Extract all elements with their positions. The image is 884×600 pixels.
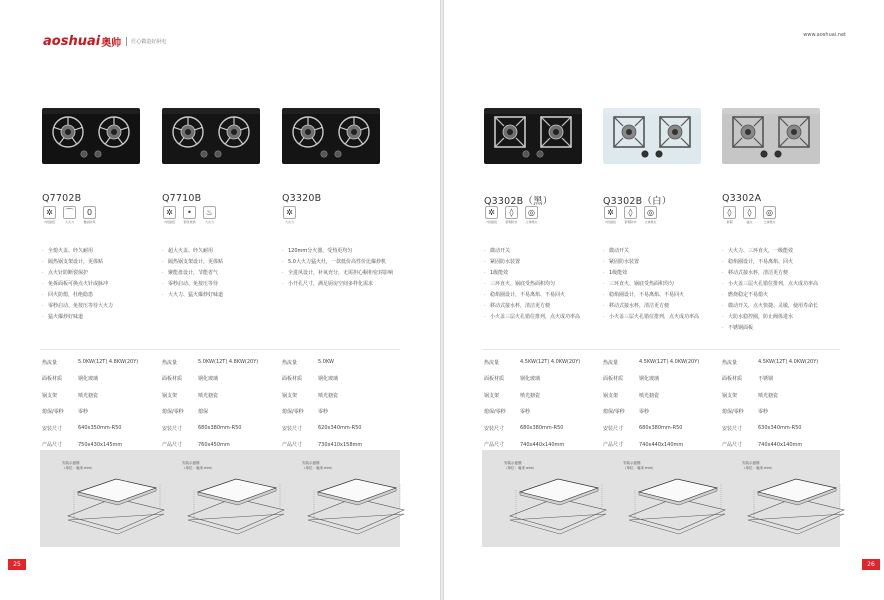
spec-value: 740x440x140mm: [758, 441, 803, 448]
spec-value: 零秒: [78, 409, 89, 416]
feature-list: [42, 246, 113, 323]
spec-label: 锅支架: [603, 392, 619, 399]
spec-row: [282, 404, 362, 421]
spec-label: 熄保/零秒: [722, 409, 744, 416]
feature-item: · 全进风设计，补氧充分，无需担心橱柜密封影响: [282, 268, 393, 279]
feature-icon: [524, 206, 539, 224]
spec-value: 680x380mm-R50: [520, 425, 564, 432]
feature-icon-glyph: ◊: [505, 206, 518, 219]
website-url: www.aoshuai.net: [803, 32, 846, 38]
spec-value: 喷光搪瓷: [318, 392, 339, 399]
spec-row: [282, 387, 362, 404]
feature-item: · 紧固防水装置: [603, 257, 699, 268]
feature-icon: [162, 206, 177, 224]
logo-separator: [126, 37, 127, 46]
feature-icon: [742, 206, 757, 224]
spec-value: 760x450mm: [198, 441, 230, 448]
feature-icon-glyph: ◊: [624, 206, 637, 219]
brand-slogan: 匠心做造好厨电: [131, 39, 167, 45]
feature-item: · 燃烧稳定不易熄火: [722, 290, 818, 301]
spec-label: 面板材质: [42, 376, 63, 383]
feature-icon-caption: 立体燃火: [763, 220, 776, 224]
product-model: Q3302A: [722, 193, 762, 204]
feature-icon-glyph: ✲: [485, 206, 498, 219]
spec-value: 钢化玻璃: [198, 376, 219, 383]
spec-label: 面板材质: [603, 376, 624, 383]
product-model: Q3302B（黑）: [484, 196, 553, 207]
feature-item: · 不锈钢面板: [722, 323, 818, 334]
feature-icon-caption: 聚能防风: [83, 220, 96, 224]
feature-icon-caption: 紫铜: [726, 220, 733, 224]
spec-row: [722, 420, 818, 437]
spec-label: 安装尺寸: [282, 425, 303, 432]
spec-row: [42, 420, 138, 437]
feature-icon-caption: 立体燃火: [644, 220, 657, 224]
spec-value: 5.0KW(12T) 4.8KW(20Y): [198, 359, 259, 366]
feature-icon-caption: 7档旋钮: [605, 220, 616, 224]
spec-row: [282, 437, 362, 454]
feature-item: · 120mm分火器，受热更均匀: [282, 246, 393, 257]
feature-icon-row: [484, 206, 539, 224]
spec-label: 安装尺寸: [484, 425, 505, 432]
feature-icon: [623, 206, 638, 224]
spec-row: [484, 437, 580, 454]
spec-row: [162, 420, 258, 437]
feature-icon-glyph: ◊: [723, 206, 736, 219]
feature-item: · 聚能盘设计，节能省气: [162, 268, 223, 279]
spec-value: 620x340mm-R50: [318, 425, 362, 432]
spec-value: 750x430x145mm: [78, 441, 123, 448]
feature-item: · 零秒启动、免按压等待: [162, 279, 223, 290]
spec-label: 安装尺寸: [603, 425, 624, 432]
product-model: Q7702B: [42, 193, 82, 204]
feature-item: · 三环直火、锅底受热面积均匀: [484, 279, 580, 290]
feature-icon-caption: 7档旋钮: [164, 220, 175, 224]
spec-label: 锅支架: [162, 392, 178, 399]
feature-item: · 超大火盖、经久耐用: [162, 246, 223, 257]
cooktop-photo: [722, 108, 820, 164]
spec-label: 安装尺寸: [162, 425, 183, 432]
feature-icon-row: [162, 206, 217, 224]
feature-item: · 猛火爆炒好味道: [42, 312, 113, 323]
feature-item: · 点火针防断裂保护: [42, 268, 113, 279]
feature-item: · 微动开关: [603, 246, 699, 257]
feature-item: · 零秒启动、免按压等待大火力: [42, 301, 113, 312]
feature-item: · 小火盖三层火孔错位排列，点火成功率高: [484, 312, 580, 323]
spec-label: 面板材质: [162, 376, 183, 383]
feature-icon: [762, 206, 777, 224]
feature-icon-caption: 紫铜防水: [505, 220, 518, 224]
spec-row: [42, 404, 138, 421]
cooktop-illustration: [282, 108, 380, 164]
spec-label: 产品尺寸: [162, 442, 183, 449]
spec-row: [162, 371, 258, 388]
logo-chinese: 奥帅: [101, 38, 122, 49]
spec-label: 面板材质: [282, 376, 303, 383]
feature-item: · 移动式接水杯，清洁更方便: [484, 301, 580, 312]
feature-icon-row: [42, 206, 97, 224]
install-diagram-title: 安装示意图: [504, 461, 522, 465]
spec-row: [603, 437, 699, 454]
cooktop-photo: [484, 108, 582, 164]
spec-label: 热流量: [603, 359, 619, 366]
install-diagram-unit: （单位：毫米 mm）: [182, 466, 215, 470]
spec-value: 630x340mm-R50: [758, 425, 802, 432]
spec-value: 5.0KW(12T) 4.8KW(20Y): [78, 359, 139, 366]
spec-value: 熄保: [198, 409, 209, 416]
feature-item: · 稳焰圈设计，不易离焰、回火: [722, 257, 818, 268]
install-diagram: [740, 454, 850, 544]
feature-item: · 微动开关，点火快捷、灵敏，使用寿命长: [722, 301, 818, 312]
spec-label: 锅支架: [282, 392, 298, 399]
install-diagram: [300, 454, 410, 544]
spec-label: 面板材质: [722, 376, 743, 383]
spec-row: [722, 437, 818, 454]
feature-icon-glyph: ✲: [43, 206, 56, 219]
feature-item: · 大火力、三环直火，一级能效: [722, 246, 818, 257]
install-diagram: [60, 454, 170, 544]
feature-icon-glyph: ◎: [763, 206, 776, 219]
spec-label: 熄保/零秒: [603, 409, 625, 416]
install-diagram-unit: （单位：毫米 mm）: [742, 466, 775, 470]
spec-row: [603, 387, 699, 404]
spec-row: [722, 387, 818, 404]
spec-value: 钢化玻璃: [318, 376, 339, 383]
spec-label: 锅支架: [42, 392, 58, 399]
feature-icon-caption: 猛火: [746, 220, 753, 224]
feature-item: · 小开孔尺寸，满足厨房空间多样化需求: [282, 279, 393, 290]
spec-value: 零秒: [758, 409, 769, 416]
feature-list: [603, 246, 699, 323]
spec-value: 喷光搪瓷: [520, 392, 541, 399]
spec-value: 零秒: [520, 409, 531, 416]
spec-label: 热流量: [162, 359, 178, 366]
spec-value: 4.5KW(12T) 4.0KW(20Y): [520, 359, 581, 366]
spec-row: [282, 354, 362, 371]
spec-row: [282, 420, 362, 437]
spec-row: [603, 420, 699, 437]
feature-list: [722, 246, 818, 334]
spec-row: [162, 354, 258, 371]
feature-item: · 小火盖三层火孔错位排列，点火成功率高: [722, 279, 818, 290]
spec-label: 面板材质: [484, 376, 505, 383]
feature-icon-row: [603, 206, 658, 224]
spec-row: [722, 354, 818, 371]
cooktop-illustration: [162, 108, 260, 164]
feature-icon-row: [282, 206, 297, 224]
feature-item: · 1级能效: [603, 268, 699, 279]
feature-item: · 移动式接水杯，清洁更方便: [722, 268, 818, 279]
spec-value: 钢化玻璃: [639, 376, 660, 383]
feature-item: · 稳焰圈设计，不易离焰、不易回火: [603, 290, 699, 301]
cooktop-photo: [282, 108, 380, 164]
product-model: Q7710B: [162, 193, 202, 204]
spec-row: [42, 371, 138, 388]
feature-icon-glyph: ✲: [604, 206, 617, 219]
feature-item: · 紧固防水装置: [484, 257, 580, 268]
feature-icon-glyph: ◎: [644, 206, 657, 219]
spec-label: 熄保/零秒: [42, 409, 64, 416]
feature-item: · 回火防熄，杜绝隐患: [42, 290, 113, 301]
spec-label: 产品尺寸: [722, 442, 743, 449]
spec-value: 喷光搪瓷: [78, 392, 99, 399]
feature-item: · 微动开关: [484, 246, 580, 257]
spec-row: [722, 404, 818, 421]
spec-row: [484, 354, 580, 371]
feature-icon-row: [722, 206, 777, 224]
feature-icon-caption: 立体燃火: [525, 220, 538, 224]
feature-icon-glyph: ◊: [743, 206, 756, 219]
page-number-left: 25: [8, 559, 26, 570]
feature-item: · 移动式接水杯，清洁更方便: [603, 301, 699, 312]
spec-table: [603, 354, 699, 453]
feature-icon: [82, 206, 97, 224]
spec-value: 喷光搪瓷: [639, 392, 660, 399]
brand-logo: [43, 34, 166, 49]
spec-label: 热流量: [484, 359, 500, 366]
spec-value: 喷光搪瓷: [758, 392, 779, 399]
feature-icon: [202, 206, 217, 224]
install-diagram: [180, 454, 290, 544]
product-model: Q3302B（白）: [603, 196, 672, 207]
spec-row: [603, 404, 699, 421]
feature-icon: [504, 206, 519, 224]
spec-label: 熄保/零秒: [484, 409, 506, 416]
feature-icon-glyph: ♨: [203, 206, 216, 219]
spec-row: [162, 387, 258, 404]
cooktop-illustration: [42, 108, 140, 164]
spec-table: [484, 354, 580, 453]
feature-item: · 大防水稳控圈，防止阀体进水: [722, 312, 818, 323]
feature-item: · 隔热锅支架设计，更体贴: [42, 257, 113, 268]
spec-row: [484, 420, 580, 437]
feature-item: · 隔热锅支架设计，更体贴: [162, 257, 223, 268]
spec-label: 产品尺寸: [42, 442, 63, 449]
page-number-right: 26: [862, 559, 880, 570]
spec-row: [484, 371, 580, 388]
feature-item: · 大火力、猛火爆炒好味道: [162, 290, 223, 301]
spec-table: [162, 354, 258, 453]
spec-value: 730x410x158mm: [318, 441, 363, 448]
spec-label: 熄保/零秒: [162, 409, 184, 416]
feature-icon: [182, 206, 197, 224]
feature-icon: [62, 206, 77, 224]
spec-table: [722, 354, 818, 453]
feature-item: · 稳焰圈设计，不易离焰、不易回火: [484, 290, 580, 301]
spec-label: 安装尺寸: [722, 425, 743, 432]
install-diagram-title: 安装示意图: [623, 461, 641, 465]
cooktop-illustration: [484, 108, 582, 164]
spec-row: [484, 387, 580, 404]
feature-icon-glyph: ✲: [283, 206, 296, 219]
spec-label: 熄保/零秒: [282, 409, 304, 416]
install-diagram: [621, 454, 731, 544]
feature-icon: [643, 206, 658, 224]
feature-list: [162, 246, 223, 301]
feature-icon: [282, 206, 297, 224]
spec-value: 5.0KW: [318, 359, 334, 366]
spec-label: 锅支架: [484, 392, 500, 399]
cooktop-illustration: [722, 108, 820, 164]
spec-row: [603, 371, 699, 388]
spec-label: 锅支架: [722, 392, 738, 399]
spec-row: [162, 437, 258, 454]
spec-row: [42, 354, 138, 371]
feature-icon-glyph: 0: [83, 206, 96, 219]
feature-icon-glyph: ◎: [525, 206, 538, 219]
cooktop-photo: [162, 108, 260, 164]
feature-item: · 小火盖三层火孔错位排列，点火成功率高: [603, 312, 699, 323]
spec-label: 产品尺寸: [282, 442, 303, 449]
spec-row: [42, 387, 138, 404]
install-diagram-unit: （单位：毫米 mm）: [62, 466, 95, 470]
spec-row: [722, 371, 818, 388]
spec-row: [484, 404, 580, 421]
spec-label: 热流量: [282, 359, 298, 366]
install-diagram-unit: （单位：毫米 mm）: [302, 466, 335, 470]
install-diagram-title: 安装示意图: [62, 461, 80, 465]
feature-icon-caption: 7档旋钮: [486, 220, 497, 224]
spec-row: [162, 404, 258, 421]
spec-value: 零秒: [639, 409, 650, 416]
install-diagram-unit: （单位：毫米 mm）: [504, 466, 537, 470]
spec-label: 产品尺寸: [603, 442, 624, 449]
spec-row: [42, 437, 138, 454]
spec-value: 零秒: [318, 409, 329, 416]
feature-item: · 三环直火、锅底受热面积均匀: [603, 279, 699, 290]
spec-value: 不锈钢: [758, 376, 774, 383]
feature-icon-caption: 大火力: [284, 220, 294, 224]
feature-item: · 5.0大火力猛火灶，一款低价高性价比爆炒机: [282, 257, 393, 268]
feature-icon-caption: 大火力: [64, 220, 74, 224]
spec-label: 产品尺寸: [484, 442, 505, 449]
spec-value: 钢化玻璃: [78, 376, 99, 383]
spec-value: 740x440x140mm: [520, 441, 565, 448]
spec-value: 4.5KW(12T) 4.0KW(20Y): [758, 359, 819, 366]
feature-icon-glyph: ⌒: [63, 206, 76, 219]
spec-value: 740x440x140mm: [639, 441, 684, 448]
feature-icon: [42, 206, 57, 224]
spec-row: [282, 371, 362, 388]
spec-label: 安装尺寸: [42, 425, 63, 432]
spec-value: 4.5KW(12T) 4.0KW(20Y): [639, 359, 700, 366]
cooktop-photo: [42, 108, 140, 164]
feature-item: · 全熄火盖、经久耐用: [42, 246, 113, 257]
feature-icon-caption: 紫铜防水: [624, 220, 637, 224]
spec-divider-right: [482, 349, 840, 350]
feature-icon: [603, 206, 618, 224]
product-model: Q3320B: [282, 193, 322, 204]
install-diagram: [502, 454, 612, 544]
spec-row: [603, 354, 699, 371]
spec-value: 680x380mm-R50: [198, 425, 242, 432]
spec-value: 喷光搪瓷: [198, 392, 219, 399]
feature-icon: [484, 206, 499, 224]
feature-icon-caption: 7档旋钮: [44, 220, 55, 224]
spec-label: 热流量: [42, 359, 58, 366]
install-diagram-title: 安装示意图: [302, 461, 320, 465]
feature-item: · 免拆面板可换点火针或脉冲: [42, 279, 113, 290]
logo-wordmark: aoshuai: [43, 34, 101, 49]
spec-value: 640x350mm-R50: [78, 425, 122, 432]
spec-label: 热流量: [722, 359, 738, 366]
spec-value: 680x380mm-R50: [639, 425, 683, 432]
feature-icon: [722, 206, 737, 224]
cooktop-illustration: [603, 108, 701, 164]
install-diagram-title: 安装示意图: [742, 461, 760, 465]
install-diagram-title: 安装示意图: [182, 461, 200, 465]
spec-table: [42, 354, 138, 453]
spec-divider-left: [40, 349, 400, 350]
feature-icon-caption: 钢化玻璃: [183, 220, 196, 224]
feature-list: [282, 246, 393, 290]
install-diagram-unit: （单位：毫米 mm）: [623, 466, 656, 470]
spec-table: [282, 354, 362, 453]
feature-icon-caption: 大火力: [204, 220, 214, 224]
spec-value: 钢化玻璃: [520, 376, 541, 383]
feature-list: [484, 246, 580, 323]
cooktop-photo: [603, 108, 701, 164]
feature-icon-glyph: •: [183, 206, 196, 219]
feature-icon-glyph: ✲: [163, 206, 176, 219]
feature-item: · 1级能效: [484, 268, 580, 279]
